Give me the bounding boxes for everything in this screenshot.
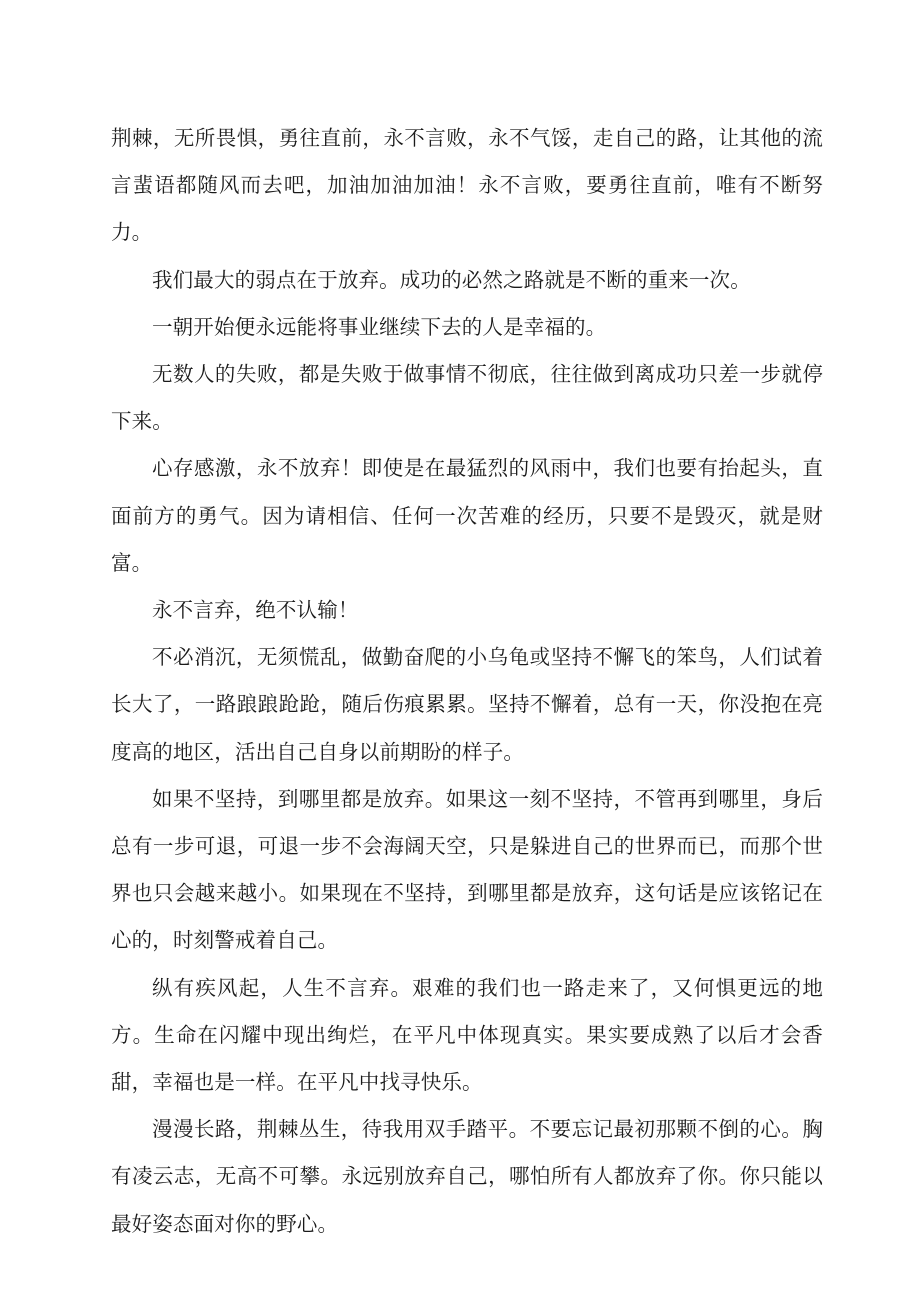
paragraph-8: 如果不坚持，到哪里都是放弃。如果这一刻不坚持，不管再到哪里，身后总有一步可退，可退一步不会海阔天空，只是躲进自己的世界而已，而那个世界也只会越来越小。如果现在不坚持，到哪里都是放弃，这句话是应该铭记在心的，时刻警戒着自己。	[111, 786, 823, 953]
paragraph-2: 我们最大的弱点在于放弃。成功的必然之路就是不断的重来一次。	[152, 267, 751, 292]
paragraph-1: 荆棘，无所畏惧，勇往直前，永不言败，永不气馁，走自己的路，让其他的流言蜚语都随风而去吧，加油加油加油！永不言败，要勇往直前，唯有不断努力。	[111, 126, 823, 245]
paragraph-9: 纵有疾风起，人生不言弃。艰难的我们也一路走来了，又何惧更远的地方。生命在闪耀中现出绚烂，在平凡中体现真实。果实要成熟了以后才会香甜，幸福也是一样。在平凡中找寻快乐。	[111, 975, 823, 1095]
paragraph-7: 不必消沉，无须慌乱，做勤奋爬的小乌龟或坚持不懈飞的笨鸟，人们试着长大了，一路踉踉跄跄，随后伤痕累累。坚持不懈着，总有一天，你没抱在亮度高的地区，活出自己自身以前期盼的样子。	[111, 645, 823, 764]
document-body	[111, 115, 823, 1248]
paragraph-4: 无数人的失败，都是失败于做事情不彻底，往往做到离成功只差一步就停下来。	[111, 362, 823, 434]
paragraph-10: 漫漫长路，荆棘丛生，待我用双手踏平。不要忘记最初那颗不倒的心。胸有凌云志，无高不可攀。永远别放弃自己，哪怕所有人都放弃了你。你只能以最好姿态面对你的野心。	[111, 1117, 823, 1236]
paragraph-3: 一朝开始便永远能将事业继续下去的人是幸福的。	[152, 314, 607, 339]
paragraph-6: 永不言弃，绝不认输！	[152, 598, 359, 623]
paragraph-5: 心存感激，永不放弃！即使是在最猛烈的风雨中，我们也要有抬起头，直面前方的勇气。因为请相信、任何一次苦难的经历，只要不是毁灭，就是财富。	[111, 456, 823, 575]
